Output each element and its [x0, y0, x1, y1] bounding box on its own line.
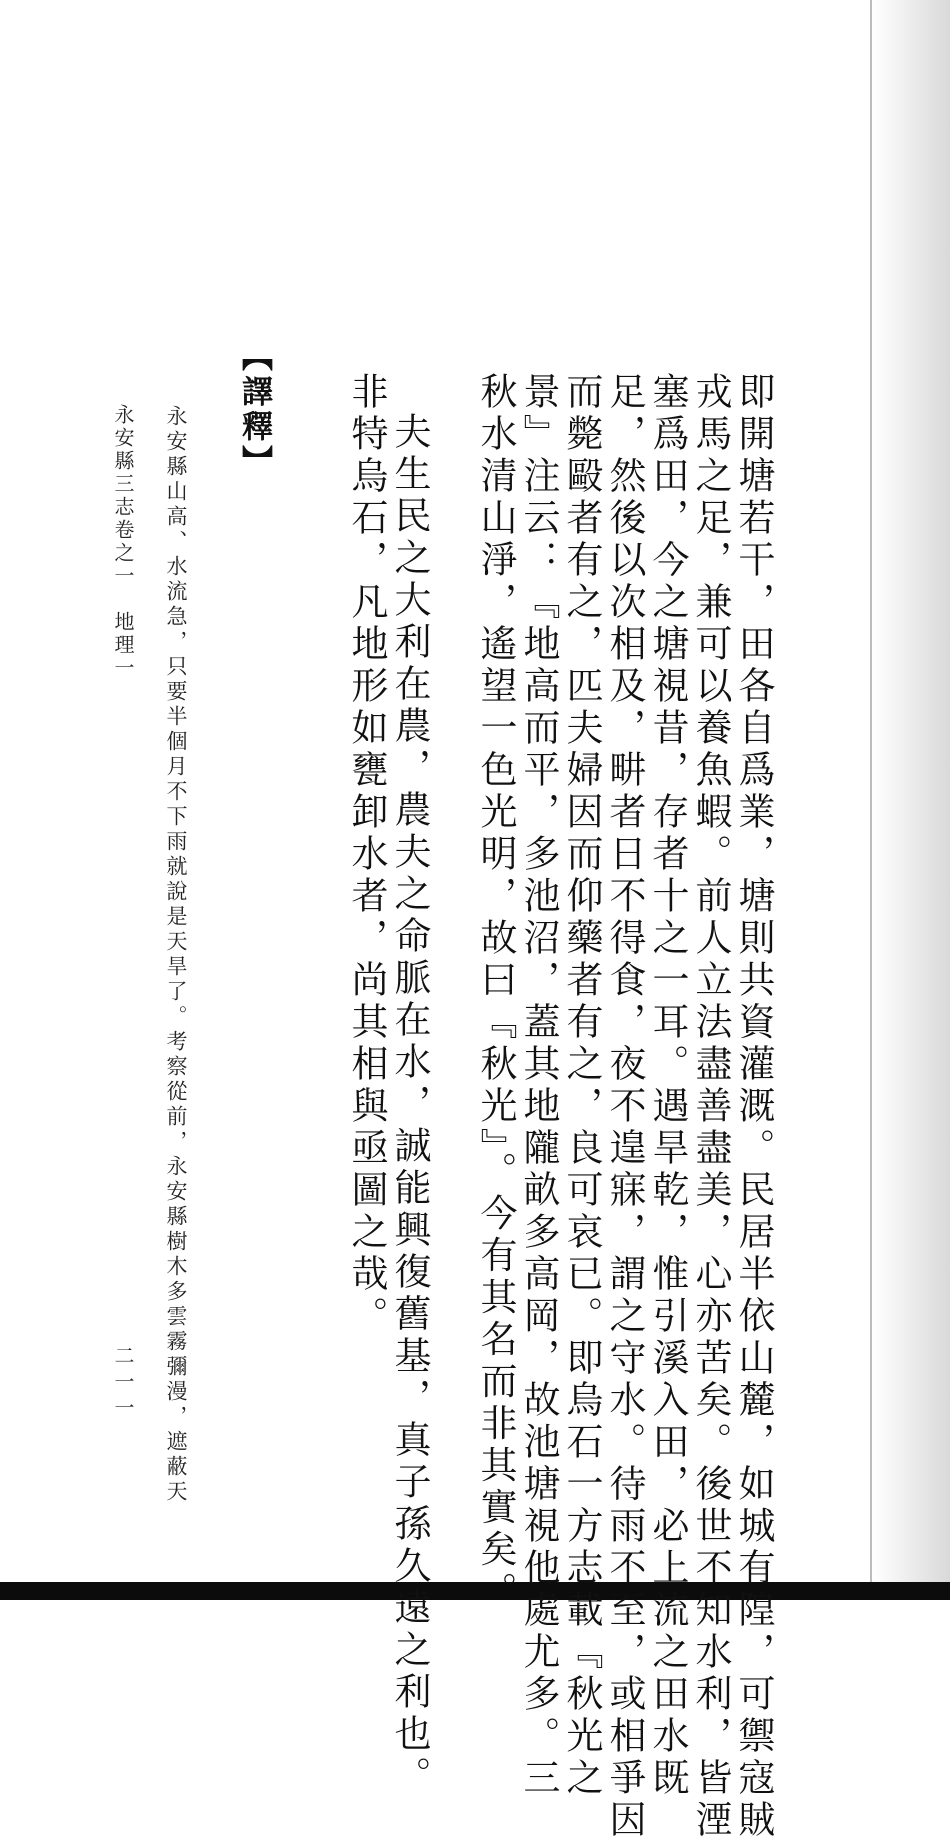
- page-number: 二一一: [111, 1345, 135, 1423]
- section-heading: 【譯釋】: [236, 340, 272, 480]
- main-text-column-5: 而斃毆者有之，匹夫婦因而仰藥者有之，良可哀已。即烏石一方志載『秋光之: [560, 372, 603, 1800]
- main-text-column-9: 非特烏石，凡地形如甕卸水者，尚其相與亟圖之哉。: [345, 372, 388, 1338]
- main-text-column-8: 夫生民之大利在農，農夫之命脈在水，誠能興復舊基，真子孫久遠之利也。: [388, 412, 431, 1798]
- main-text-column-1: 即開塘若干，田各自爲業，塘則共資灌溉。民居半依山麓，如城有隍，可禦寇賊: [732, 372, 775, 1842]
- scan-fold-line: [870, 0, 872, 1600]
- main-text-column-6: 景』注云：『地高而平，多池沼，蓋其地隴畝多高岡，故池塘視他處尤多。三: [517, 372, 560, 1800]
- scan-page-edge: [872, 0, 950, 1600]
- translation-text-column: 永安縣山高、水流急，只要半個月不下雨就說是天旱了。考察從前，永安縣樹木多雲霧彌漫，遮蔽天: [164, 405, 188, 1505]
- main-text-column-3: 塞爲田，今之塘視昔，存者十之一耳。遇旱乾，惟引溪入田，必上流之田水既: [646, 372, 689, 1800]
- main-text-column-4: 足，然後以次相及，畊者日不得食，夜不遑寐，謂之守水。待雨不至，或相爭因: [603, 372, 646, 1842]
- main-text-column-7: 秋水清山淨，遙望一色光明，故曰『秋光』。今有其名而非其實矣。: [474, 372, 517, 1614]
- main-text-column-2: 戎馬之足，兼可以養魚蝦。前人立法盡善盡美，心亦苦矣。後世不知水利，皆湮: [689, 372, 732, 1842]
- book-title: 永安縣三志卷之一 地理一: [111, 404, 135, 680]
